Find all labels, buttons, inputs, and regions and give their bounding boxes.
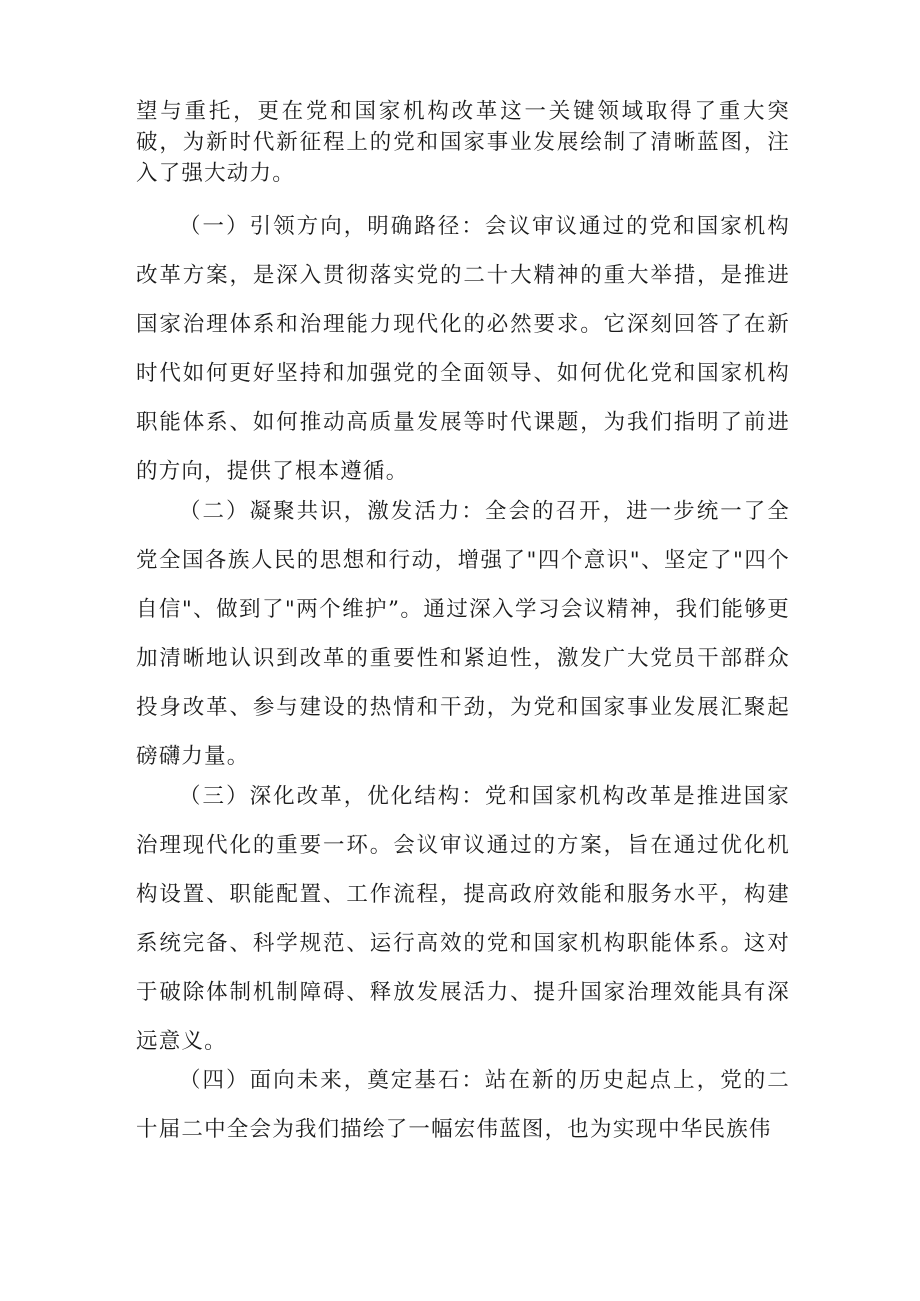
paragraph-4: （四）面向未来，奠定基石：站在新的历史起点上，党的二十届二中全会为我们描绘了一幅宏伟蓝图，也为实现中华民族伟 (136, 1068, 790, 1142)
intro-paragraph: 望与重托，更在党和国家机构改革这一关键领域取得了重大突破，为新时代新征程上的党和国家事业发展绘制了清晰蓝图，注入了强大动力。 (136, 99, 790, 186)
paragraph-3: （三）深化改革，优化结构：党和国家机构改革是推进国家治理现代化的重要一环。会议审议通过的方案，旨在通过优化机构设置、职能配置、工作流程，提高政府效能和服务水平，构建系统完备、科学规范、运行高效的党和国家机构职能体系。这对于破除体制机制障碍、释放发展活力、提升国家治理效能具有深远意义。 (136, 784, 790, 1054)
paragraph-2: （二）凝聚共识，激发活力：全会的召开，进一步统一了全党全国各族人民的思想和行动，增强了"四个意识"、坚定了"四个自信"、做到了"两个维护”。通过深入学习会议精神，我们能够更加清晰地认识到改革的重要性和紧迫性，激发广大党员干部群众投身改革、参与建设的热情和干劲，为党和国家事业发展汇聚起磅礴力量。 (136, 499, 790, 769)
paragraph-1: （一）引领方向，明确路径：会议审议通过的党和国家机构改革方案，是深入贯彻落实党的二十大精神的重大举措，是推进国家治理体系和治理能力现代化的必然要求。它深刻回答了在新时代如何更好坚持和加强党的全面领导、如何优化党和国家机构职能体系、如何推动高质量发展等时代课题，为我们指明了前进的方向，提供了根本遵循。 (136, 214, 790, 484)
